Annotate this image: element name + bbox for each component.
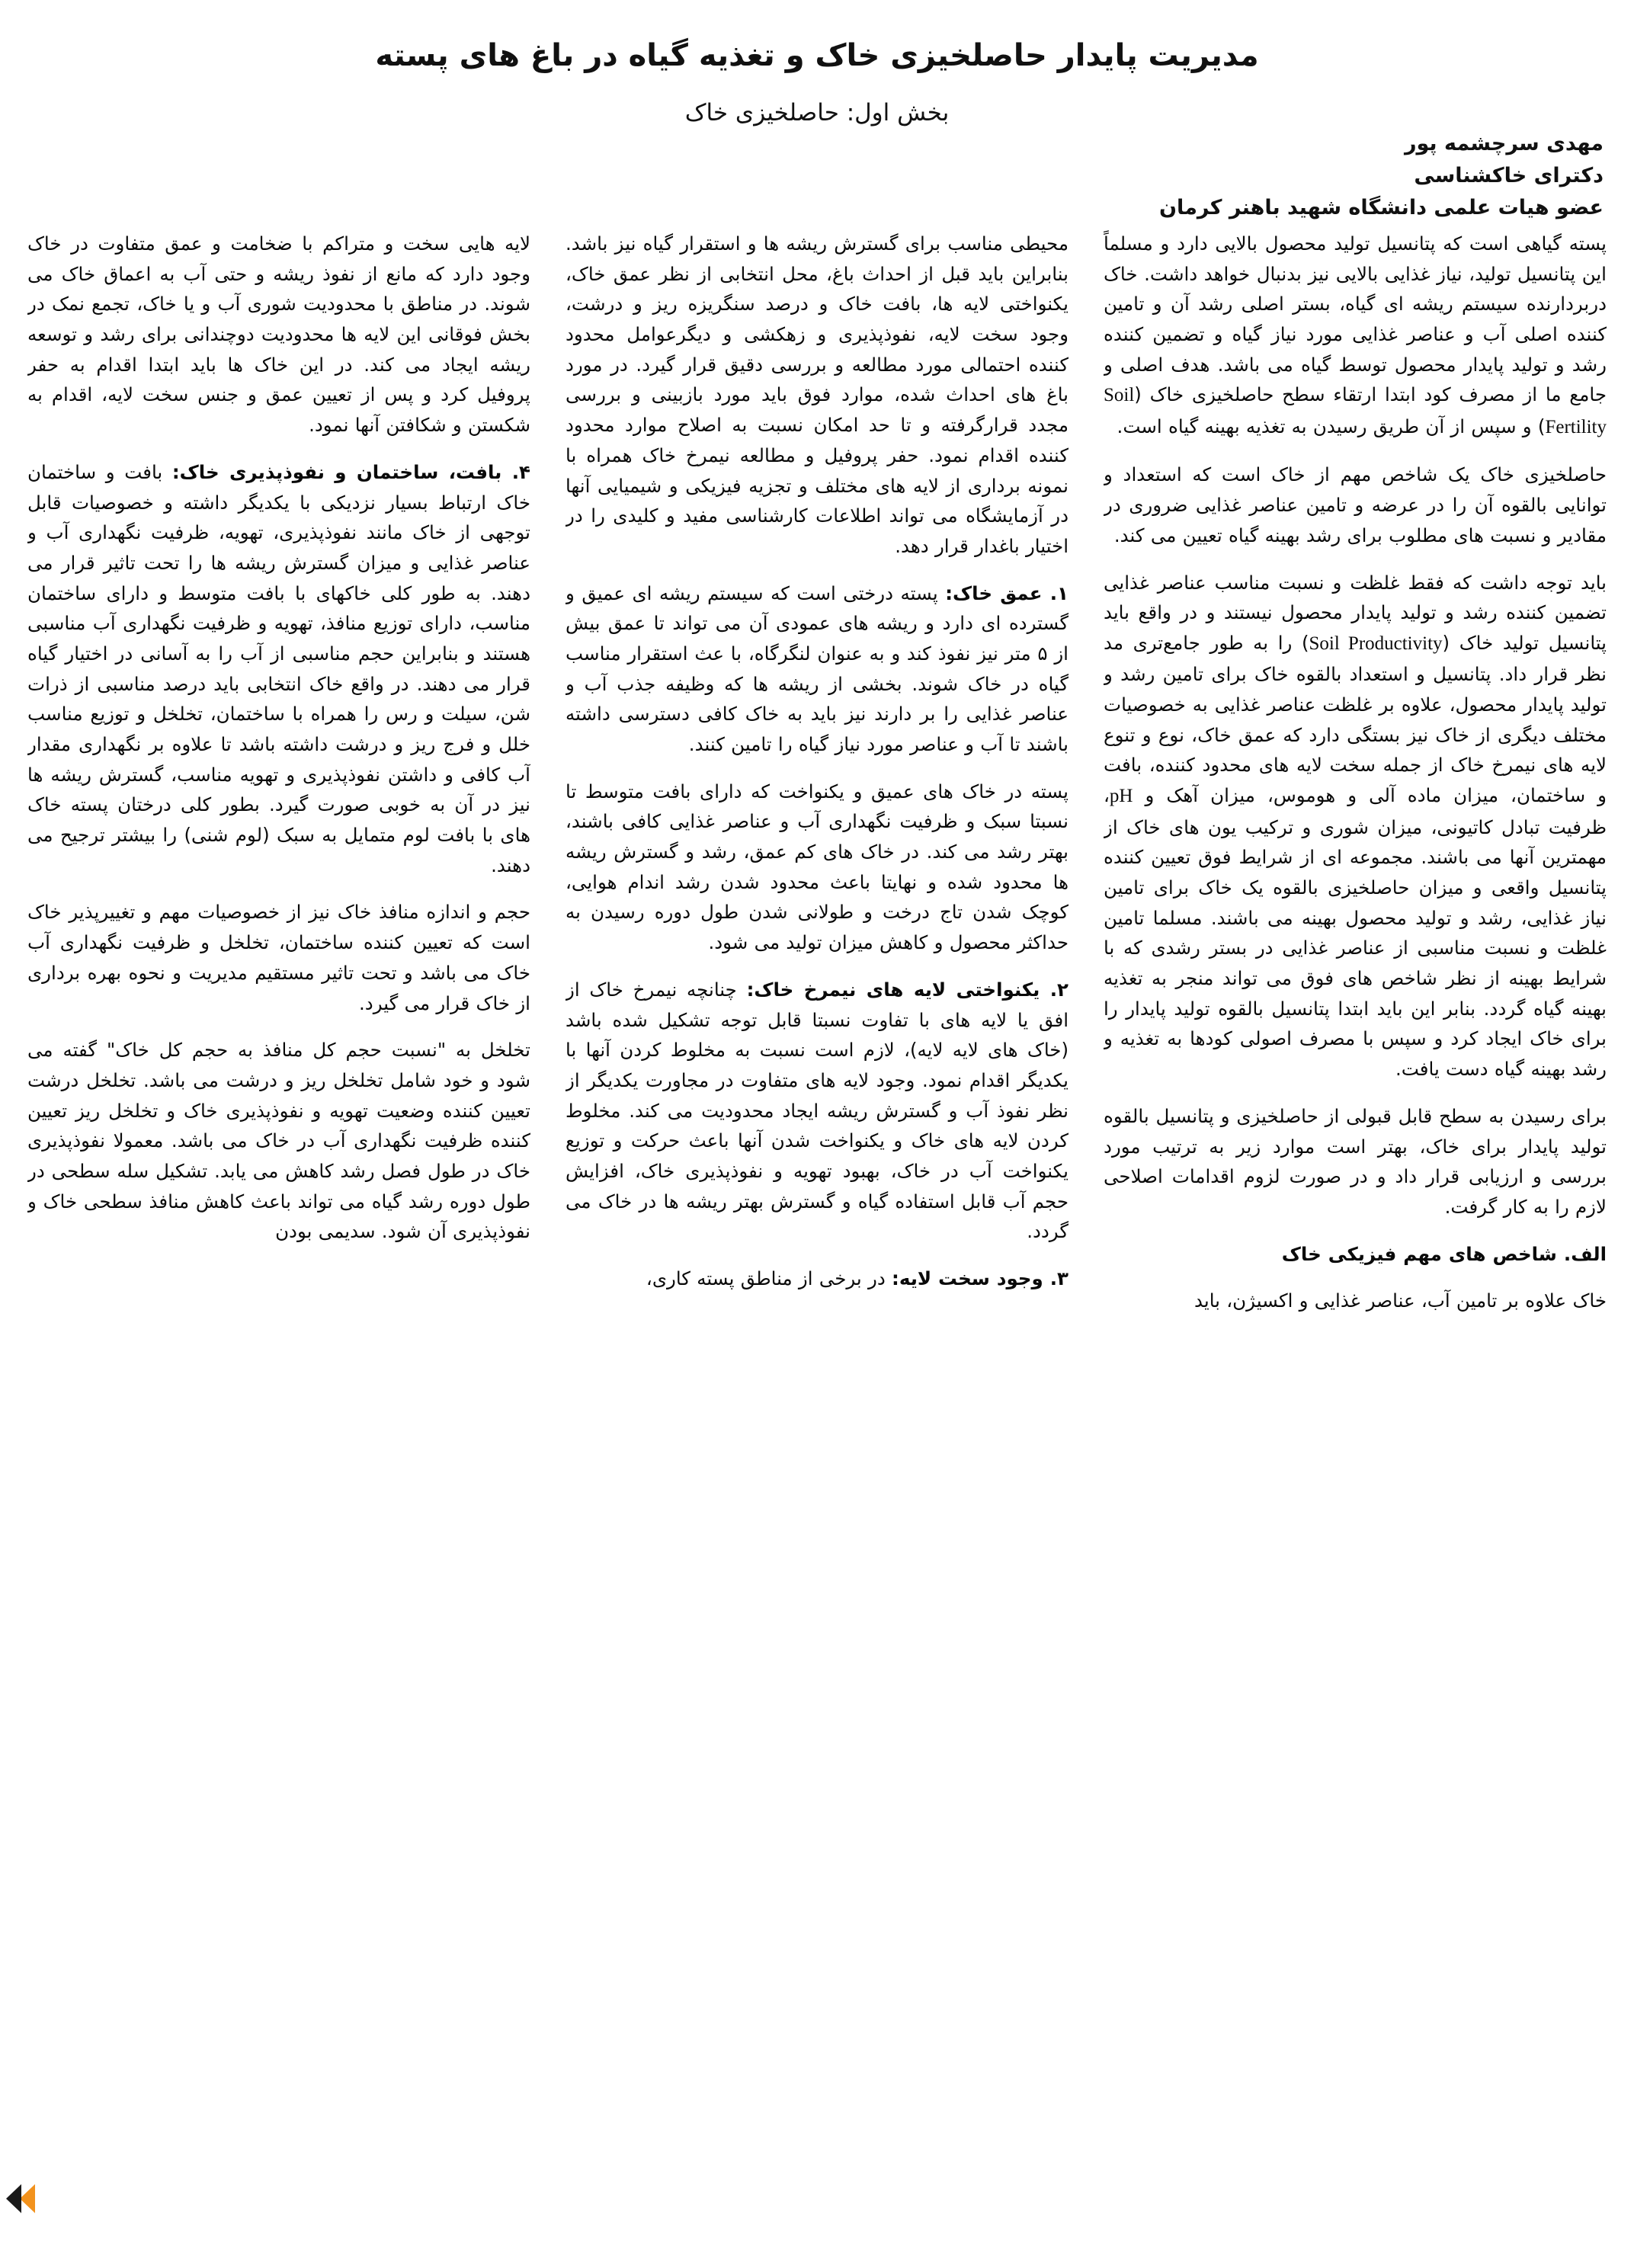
page-title: مدیریت پایدار حاصلخیزی خاک و تغذیه گیاه در باغ های پسته [375, 38, 1259, 73]
section-heading: الف. شاخص های مهم فیزیکی خاک [1281, 1242, 1607, 1265]
paragraph: حجم و اندازه منافذ خاک نیز از خصوصیات مهم و تغییرپذیر خاک است که تعیین کننده ساختمان، تخلخل و ظرفیت نگهداری آب خاک می باشد و تحت تاثیر مستقیم مدیریت و نحوه بهره برداری از خاک قرار می گیرد. [27, 901, 530, 1014]
column-left [27, 229, 530, 2260]
author-name: مهدی سرچشمه پور [1404, 132, 1604, 155]
column-right [1104, 229, 1607, 2260]
author-degree: دکترای خاکشناسی [1414, 164, 1604, 188]
paragraph: ۱. عمق خاک: پسته درختی است که سیستم ریشه ای عمیق و گسترده ای دارد و ریشه های عمودی آن می تواند تا عمق بیش از ۵ متر نیز نفوذ کند و به عنوان لنگرگاه، با عث استقرار مناسب گیاه در خاک شوند. بخشی از ریشه ها که وظیفه جذب آب و عناصر غذایی را بر دارند نیز باید به خاک کافی دسترسی داشته باشند تا آب و عناصر مورد نیاز گیاه را تامین کنند. [565, 581, 1069, 755]
paragraph: پسته گیاهی است که پتانسیل تولید محصول بالایی دارد و مسلماً این پتانسیل تولید، نیاز غذایی بالایی نیز بدنبال خواهد داشت. خاک دربردارنده سیستم ریشه ای گیاه، بستر اصلی رشد آن و تامین کننده اصلی آب و عناصر غذایی مورد نیاز گیاه و تضمین کننده رشد و تولید پایدار محصول توسط گیاه می باشد. هدف اصلی و جامع ما از مصرف کود ابتدا ارتقاء سطح حاصلخیزی خاک (Soil Fertility) و سپس از آن طریق رسیدن به تغذیه بهینه گیاه است. [1104, 232, 1607, 437]
paragraph: پسته در خاک های عمیق و یکنواخت که دارای بافت متوسط تا نسبتا سبک و ظرفیت نگهداری آب و عناصر غذایی کافی باشند، بهتر رشد می کند. در خاک های کم عمق، رشد و گسترش ریشه ها محدود شده و نهایتا باعث محدود شدن رشد اندام هوایی، کوچک شدن تاج درخت و طولانی شدن طول دوره رسیدن به حداکثر محصول و کاهش میزان تولید می شود. [565, 780, 1069, 954]
latin-term: pH [1109, 786, 1133, 807]
paragraph: ۴. بافت، ساختمان و نفوذپذیری خاک: بافت و ساختمان خاک ارتباط بسیار نزدیکی با یکدیگر داشته و خصوصیات قابل توجهی از خاک مانند نفوذپذیری، تهویه، ظرفیت نگهداری آب و عناصر غذایی و میزان گسترش ریشه ها را تحت تاثیر قرار می دهند. به طور کلی خاکهای با بافت متوسط و دارای ساختمان مناسب، دارای توزیع منافذ، تهویه و ظرفیت نگهداری آب مناسبی هستند و بنابراین حجم مناسبی از آب را به آسانی در اختیار گیاه قرار می دهند. در واقع خاک انتخابی باید درصد مناسبی از ذرات شن، سیلت و رس را همراه با ساختمان، تخلخل و توزیع مناسب خلل و فرج ریز و درشت داشته باشد تا علاوه بر نگهداری مقدار آب کافی و داشتن نفوذپذیری و تهویه مناسب، گسترش ریشه ها نیز در آن به خوبی صورت گیرد. بطور کلی درختان پسته خاک های با بافت لوم متمایل به سبک (لوم شنی) را بیشتر ترجیح می دهند. [27, 460, 530, 876]
latin-term: Soil Productivity [1309, 633, 1443, 654]
paragraph: باید توجه داشت که فقط غلظت و نسبت مناسب عناصر غذایی تضمین کننده رشد و تولید پایدار محصول نیستند و در واقع باید پتانسیل تولید خاک (Soil Productivity) را به طور جامع‌تری مد نظر قرار داد. پتانسیل و استعداد بالقوه خاک برای تامین رشد و تولید پایدار محصول، علاوه بر غلظت عناصر غذایی به خصوصیات مختلف دیگری از خاک نیز بستگی دارد که عمق خاک، نوع و تنوع لایه های نیمرخ خاک از جمله سخت لایه های محدود کننده، بافت و ساختمان، میزان ماده آلی و هوموس، میزان آهک و pH، ظرفیت تبادل کاتیونی، میزان شوری و ترکیب یون های خاک از مهمترین آنها می باشند. مجموعه ای از شرایط فوق تعیین کننده پتانسیل واقعی و میزان حاصلخیزی بالقوه یک خاک برای تامین نیاز غذایی، رشد و تولید محصول بهینه می باشند. مسلما تامین غلظت و نسبت مناسبی از عناصر غذایی در بستر رشدی که با شرایط بهینه از نظر شاخص های فوق می تواند منجر به تغذیه بهینه گیاه گردد. بنابر این باید ابتدا پتانسیل بالقوه تولید پایدار را برای خاک ایجاد کرد و سپس با مصرف اصولی کودها به تغذیه و رشد بهینه گیاه دست یافت. [1104, 571, 1607, 1081]
paragraph: خاک علاوه بر تامین آب، عناصر غذایی و اکسیژن، باید [1194, 1289, 1607, 1312]
page-subtitle: بخش اول: حاصلخیزی خاک [684, 99, 950, 127]
paragraph: تخلخل به "نسبت حجم کل منافذ به حجم کل خاک" گفته می شود و خود شامل تخلخل ریز و درشت می باشد. تخلخل درشت تعیین کننده وضعیت تهویه و نفوذپذیری خاک و تخلخل ریز تعیین کننده ظرفیت نگهداری آب در خاک می باشد. معمولا نفوذپذیری خاک در طول فصل رشد کاهش می یابد. تشکیل سله سطحی در طول دوره رشد گیاه می تواند باعث کاهش منافذ سطحی خاک و نفوذپذیری آن شود. سدیمی بودن [27, 1039, 530, 1243]
paragraph: لایه هایی سخت و متراکم با ضخامت و عمق متفاوت در خاک وجود دارد که مانع از نفوذ ریشه و حتی آب به اعماق خاک می شوند. در مناطق با محدودیت شوری آب و یا خاک، تجمع نمک در بخش فوقانی این لایه ها محدودیت دوچندانی برای رشد و توسعه ریشه ایجاد می کند. در این خاک ها باید ابتدا اقدام به حفر پروفیل کرد و پس از تعیین عمق و جنس سخت لایه، اقدام به شکستن و شکافتن آنها نمود. [27, 232, 530, 437]
paragraph: حاصلخیزی خاک یک شاخص مهم از خاک است که استعداد و توانایی بالقوه آن را در عرضه و تامین عناصر غذایی ضروری در مقادیر و نسبت های مطلوب برای رشد بهینه گیاه تعیین می کند. [1104, 463, 1607, 546]
paragraph: ۳. وجود سخت لایه: در برخی از مناطق پسته کاری، [646, 1267, 1069, 1289]
author-affiliation: عضو هیات علمی دانشگاه شهید باهنر کرمان [1159, 196, 1604, 220]
paragraph: برای رسیدن به سطح قابل قبولی از حاصلخیزی و پتانسیل بالقوه تولید پایدار برای خاک، بهتر است موارد زیر به ترتیب مورد بررسی و ارزیابی قرار داد و در صورت لزوم اقدامات اصلاحی لازم را به کار گرفت. [1104, 1104, 1607, 1218]
double-chevron-left-icon[interactable] [0, 2183, 35, 2215]
author-block [1146, 128, 1604, 224]
paragraph: ۲. یکنواختی لایه های نیمرخ خاک: چنانچه نیمرخ خاک از افق یا لایه های با تفاوت نسبتا قابل توجه تشکیل شده باشد (خاک های لایه لایه)، لازم است نسبت به مخلوط کردن آنها با یکدیگر اقدام نمود. وجود لایه های متفاوت در مجاورت یکدیگر از نظر نفوذ آب و گسترش ریشه ایجاد محدودیت می کند. مخلوط کردن لایه های خاک و یکنواخت شدن آنها باعث حرکت و توزیع یکنواخت آب در خاک، بهبود تهویه و نفوذپذیری خاک، افزایش حجم آب قابل استفاده گیاه و گسترش بهتر ریشه ها در خاک می گردد. [565, 978, 1069, 1243]
latin-term: Soil Fertility [1104, 385, 1607, 437]
body-columns [27, 229, 1607, 2260]
paragraph: محیطی مناسب برای گسترش ریشه ها و استقرار گیاه نیز باشد. بنابراین باید قبل از احداث باغ، محل انتخابی از نظر عمق خاک، یکنواختی لایه ها، بافت خاک و درصد سنگریزه ریز و درشت، وجود سخت لایه، نفوذپذیری و زهکشی و دیگرعوامل محدود کننده احتمالی مورد مطالعه و بررسی دقیق قرار گیرد. در مورد باغ های احداث شده، موارد فوق باید مورد بازبینی و بررسی مجدد قرارگرفته و تا حد امکان نسبت به اصلاح موارد محدود کننده اقدام نمود. حفر پروفیل و مطالعه نیمرخ خاک همراه با نمونه برداری از لایه های مختلف و تجزیه فیزیکی و شیمیایی آنها در آزمایشگاه می تواند اطلاعات کارشناسی مفید و کلیدی را در اختیار باغدار قرار دهد. [565, 232, 1069, 557]
column-middle [565, 229, 1069, 2260]
